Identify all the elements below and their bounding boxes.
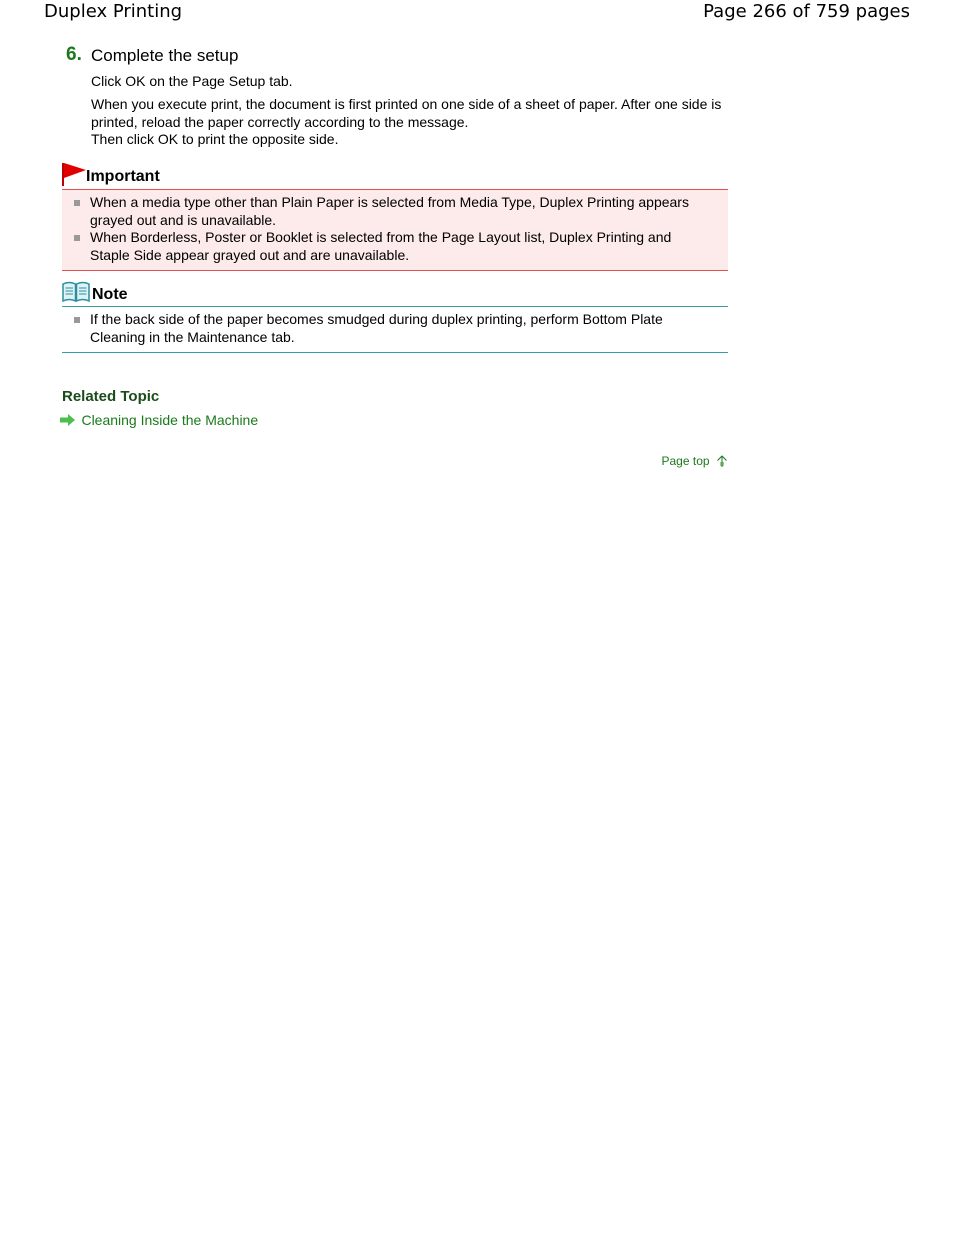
related-topic-heading: Related Topic [62, 388, 160, 405]
list-item-text: When a media type other than Plain Paper is selected from Media Type, Duplex Printing appears grayed out and is unavailable. [90, 194, 689, 228]
step-description-line: When you execute print, the document is first printed on one side of a sheet of paper. After one side is printed, reload the paper correctly according to the message. [91, 96, 722, 130]
note-box [62, 280, 728, 353]
list-item-text: When Borderless, Poster or Booklet is selected from the Page Layout list, Duplex Printing and Staple Side appear grayed out and are unavailable. [90, 229, 672, 263]
step-description-line: Then click OK to print the opposite side. [91, 131, 339, 147]
book-icon [62, 281, 90, 303]
important-label: Important [86, 168, 160, 185]
step-title: Complete the setup [91, 46, 239, 65]
bullet-icon [74, 200, 80, 206]
note-list [62, 311, 708, 346]
arrow-right-icon [60, 414, 75, 426]
list-item [62, 311, 708, 346]
important-box [62, 162, 728, 271]
bullet-icon [74, 317, 80, 323]
cleaning-inside-link[interactable]: Cleaning Inside the Machine [81, 412, 259, 428]
important-body [62, 190, 728, 271]
bullet-icon [74, 235, 80, 241]
arrow-up-icon [716, 454, 728, 468]
list-item-text: If the back side of the paper becomes smudged during duplex printing, perform Bottom Plate Cleaning in the Maintenance tab. [90, 311, 663, 345]
step-instruction: Click OK on the Page Setup tab. [91, 73, 293, 89]
note-body [62, 307, 728, 353]
important-header [62, 162, 728, 190]
step-description [91, 96, 723, 149]
red-flag-icon [62, 162, 86, 186]
page-top-link[interactable]: Page top [661, 453, 710, 468]
list-item [62, 194, 708, 229]
page-top-row[interactable] [662, 452, 729, 468]
note-label: Note [92, 286, 128, 303]
page-header-title: Duplex Printing [44, 1, 183, 22]
page-count: Page 266 of 759 pages [703, 1, 910, 22]
important-list [62, 194, 708, 264]
step-number: 6. [66, 44, 82, 65]
note-header [62, 280, 728, 307]
list-item [62, 229, 708, 264]
related-link-row[interactable] [60, 411, 258, 429]
